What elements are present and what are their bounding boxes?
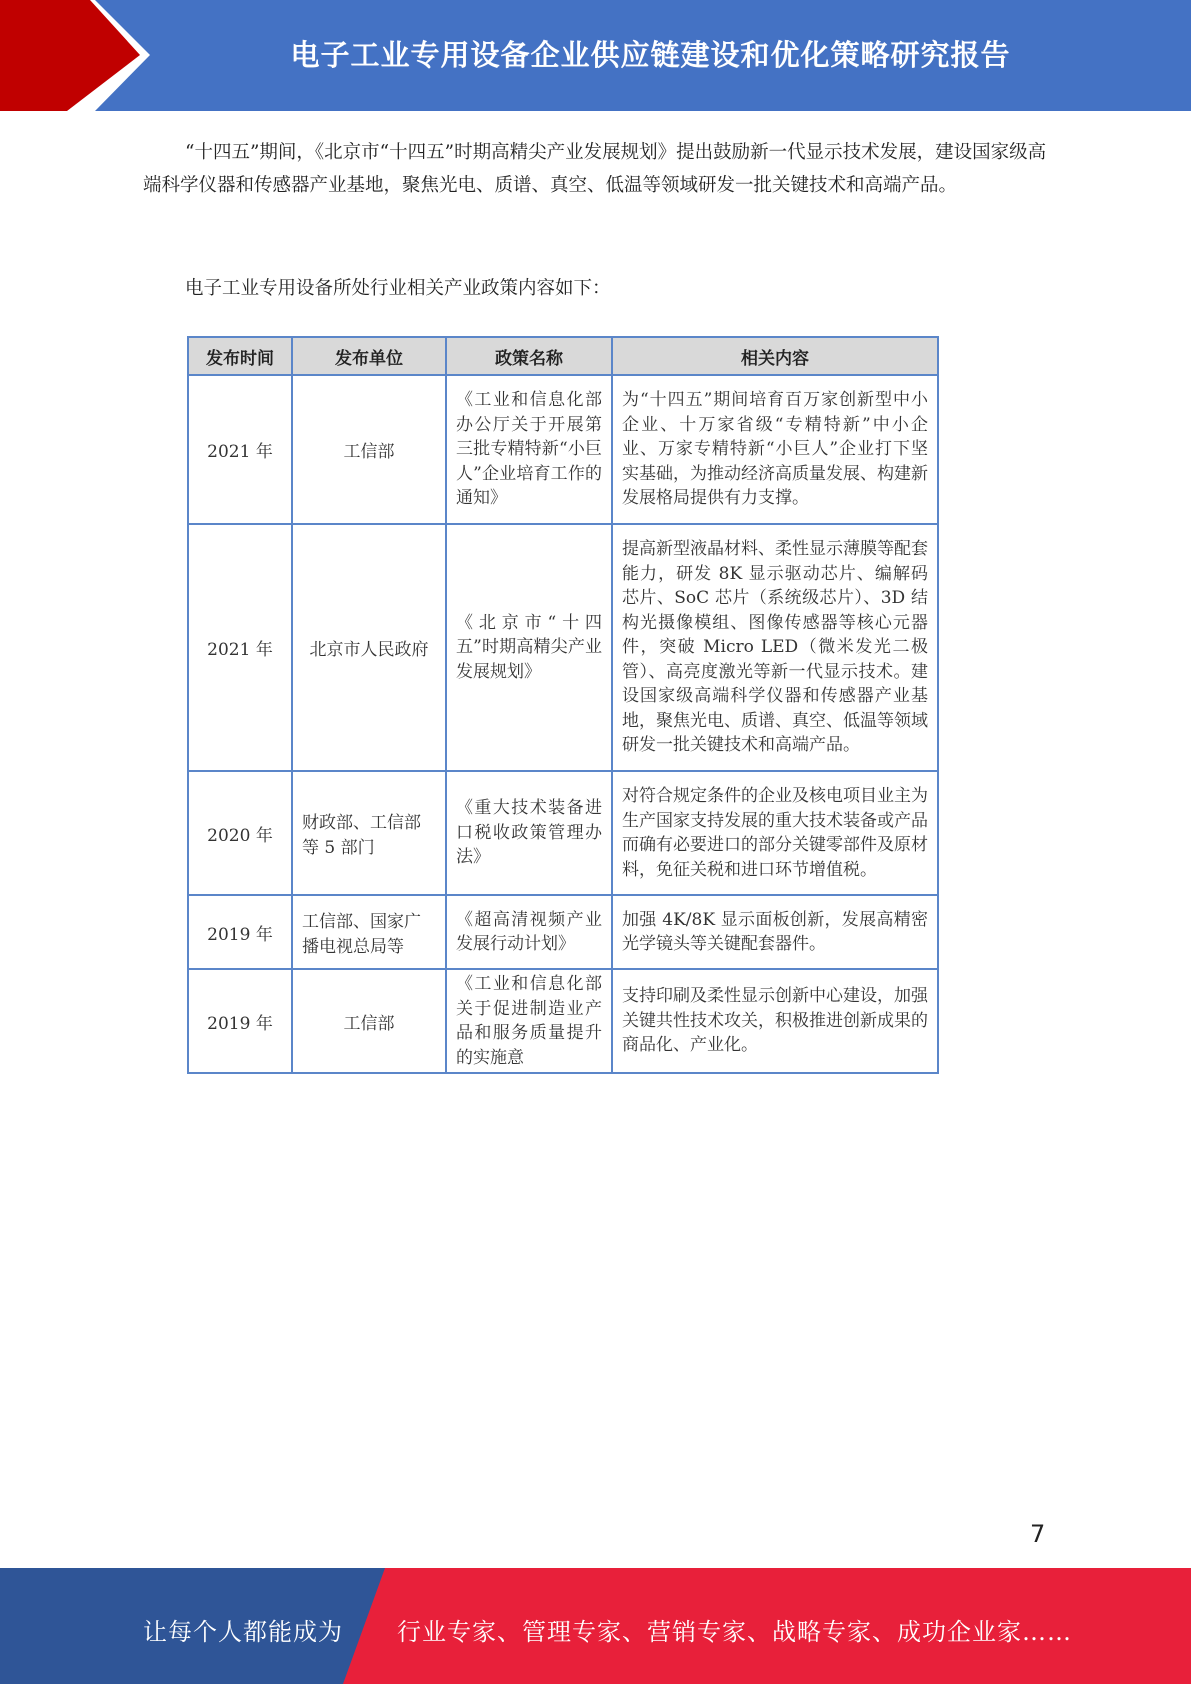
cell-issuer: 工信部 xyxy=(292,969,446,1073)
cell-issuer: 财政部、工信部等 5 部门 xyxy=(292,771,446,895)
header-title: 电子工业专用设备企业供应链建设和优化策略研究报告 xyxy=(290,38,1011,72)
table-row xyxy=(188,524,938,771)
header-cell-policy: 政策名称 xyxy=(446,337,612,375)
cell-policy-name: 《北京市“十四五”时期高精尖产业发展规划》 xyxy=(446,524,612,771)
cell-issuer: 北京市人民政府 xyxy=(292,524,446,771)
header-cell-date: 发布时间 xyxy=(188,337,292,375)
cell-content: 加强 4K/8K 显示面板创新，发展高精密光学镜头等关键配套器件。 xyxy=(612,895,938,969)
cell-content: 为“十四五”期间培育百万家创新型中小企业、十万家省级“专精特新”中小企业、万家专精特新“小巨人”企业打下坚实基础，为推动经济高质量发展、构建新发展格局提供有力支撑。 xyxy=(612,375,938,524)
header-cell-issuer: 发布单位 xyxy=(292,337,446,375)
cell-policy-name: 《工业和信息化部关于促进制造业产品和服务质量提升的实施意 xyxy=(446,969,612,1073)
cell-content: 对符合规定条件的企业及核电项目业主为生产国家支持发展的重大技术装备或产品而确有必要进口的部分关键零部件及原材料，免征关税和进口环节增值税。 xyxy=(612,771,938,895)
cell-content: 支持印刷及柔性显示创新中心建设，加强关键共性技术攻关，积极推进创新成果的商品化、产业化。 xyxy=(612,969,938,1073)
table-row xyxy=(188,771,938,895)
table-row xyxy=(188,969,938,1073)
table-intro-paragraph: 电子工业专用设备所处行业相关产业政策内容如下： xyxy=(185,278,611,299)
table-row xyxy=(188,895,938,969)
cell-policy-name: 《工业和信息化部办公厅关于开展第三批专精特新“小巨人”企业培育工作的通知》 xyxy=(446,375,612,524)
cell-content: 提高新型液晶材料、柔性显示薄膜等配套能力，研发 8K 显示驱动芯片、编解码芯片、SoC 芯片（系统级芯片）、3D 结构光摄像模组、图像传感器等核心元器件，突破 Micro LED（微米发光二极管）、高亮度激光等新一代显示技术。建设国家级高端科学仪器和传感器产业基地，聚焦光电、质谱、真空、低温等领域研发一批关键技术和高端产品。 xyxy=(612,524,938,771)
cell-year: 2020 年 xyxy=(188,771,292,895)
cell-issuer: 工信部、国家广播电视总局等 xyxy=(292,895,446,969)
intro-paragraph: “十四五”期间，《北京市“十四五”时期高精尖产业发展规划》提出鼓励新一代显示技术发展，建设国家级高端科学仪器和传感器产业基地，聚焦光电、质谱、真空、低温等领域研发一批关键技术和高端产品。 xyxy=(143,142,1047,196)
page-number: 7 xyxy=(1030,1520,1046,1548)
header-cell-content: 相关内容 xyxy=(612,337,938,375)
table-header-row xyxy=(188,337,938,375)
page-header xyxy=(0,0,1191,111)
cell-year: 2019 年 xyxy=(188,895,292,969)
page-footer xyxy=(0,1568,1191,1684)
table-row xyxy=(188,375,938,524)
cell-year: 2021 年 xyxy=(188,375,292,524)
cell-year: 2021 年 xyxy=(188,524,292,771)
footer-slogan-right: 行业专家、管理专家、营销专家、战略专家、成功企业家…… xyxy=(397,1618,1072,1646)
footer-slogan-left: 让每个人都能成为 xyxy=(143,1618,343,1646)
header-arrow-decoration xyxy=(0,0,170,111)
cell-issuer: 工信部 xyxy=(292,375,446,524)
policy-table xyxy=(187,336,939,1074)
cell-policy-name: 《超高清视频产业发展行动计划》 xyxy=(446,895,612,969)
cell-year: 2019 年 xyxy=(188,969,292,1073)
cell-policy-name: 《重大技术装备进口税收政策管理办法》 xyxy=(446,771,612,895)
